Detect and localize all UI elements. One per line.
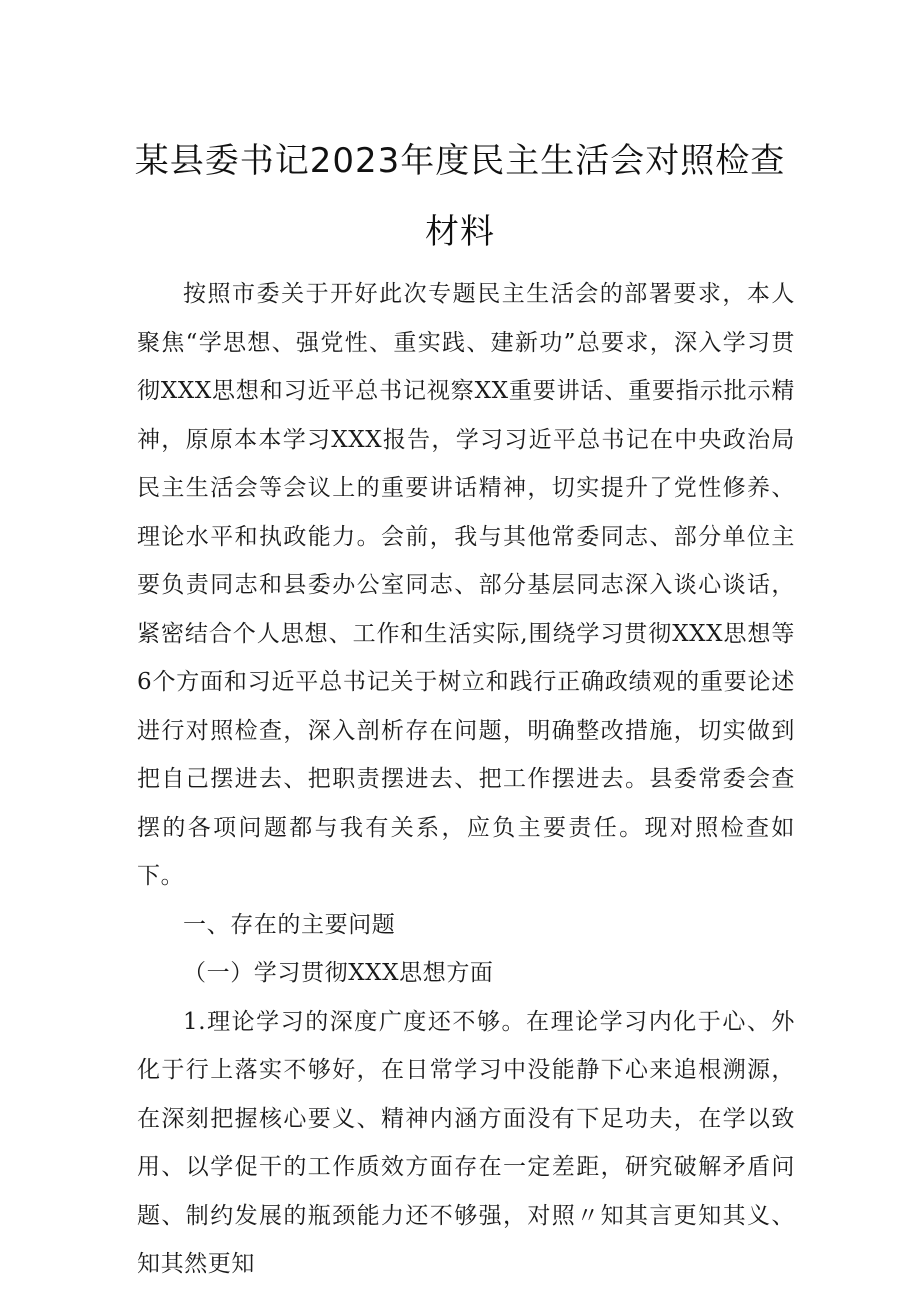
point1-paragraph: 1.理论学习的深度广度还不够。在理论学习内化于心、外化于行上落实不够好，在日常学习中没能静下心来追根溯源，在深刻把握核心要义、精神内涵方面没有下足功夫，在学以致用、以学促干的工作质效方面存在一定差距，研究破解矛盾问题、制约发展的瓶颈能力还不够强，对照〃知其言更知其义、知其然更知: [137, 1008, 795, 1277]
document-title-line2: 材料: [425, 212, 495, 252]
section-heading: 一、存在的主要问题: [183, 911, 396, 938]
intro-paragraph: 按照市委关于开好此次专题民主生活会的部署要求，本人聚焦“学思想、强党性、重实践、建新功”总要求，深入学习贯彻XXX思想和习近平总书记视察XX重要讲话、重要指示批示精神，原原本本学习XXX报告，学习习近平总书记在中央政治局民主生活会等会议上的重要讲话精神，切实提升了党性修养、理论水平和执政能力。会前，我与其他常委同志、部分单位主要负责同志和县委办公室同志、部分基层同志深入谈心谈话，紧密结合个人思想、工作和生活实际,围绕学习贯彻XXX思想等6个方面和习近平总书记关于树立和践行正确政绩观的重要论述进行对照检查，深入剖析存在问题，明确整改措施，切实做到把自己摆进去、把职责摆进去、把工作摆进去。县委常委会查摆的各项问题都与我有关系，应负主要责任。现对照检查如下。: [137, 281, 795, 889]
document-body: [137, 270, 795, 1289]
subsection-heading: （一）学习贯彻XXX思想方面: [183, 960, 494, 986]
document-title-line1: 某县委书记2023年度民主生活会对照检查: [134, 141, 786, 181]
